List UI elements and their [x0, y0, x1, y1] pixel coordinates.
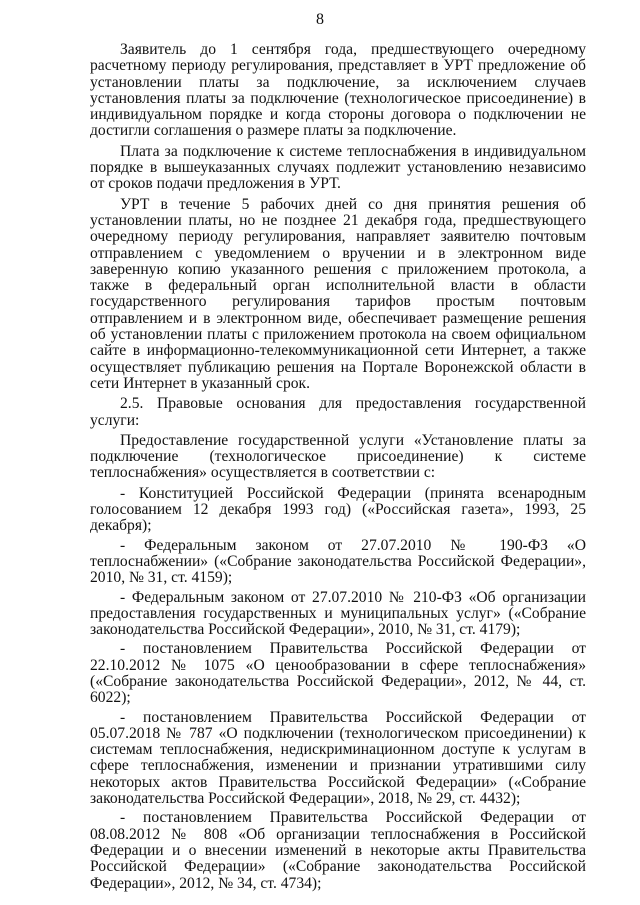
document-body: [90, 42, 586, 895]
paragraph-individual-fee: Плата за подключение к системе теплоснабжения в индивидуальном порядке в вышеуказанных случаях подлежит установлению независимо от сроков подачи предложения в УРТ.: [90, 142, 586, 193]
section-heading-legal-basis: 2.5. Правовые основания для предоставления государственной услуги:: [90, 395, 586, 429]
legal-list-item: - Федеральным законом от 27.07.2010 № 190-ФЗ «О теплоснабжении» («Собрание законодательства Российской Федерации», 2010, № 31, ст. 4159);: [90, 536, 586, 587]
paragraph-legal-basis-intro: Предоставление государственной услуги «Установление платы за подключение (технологическое присоединение) к системе теплоснабжения» осуществляется в соответствии с:: [90, 431, 586, 482]
legal-list-item: - постановлением Правительства Российской Федерации от 05.07.2018 № 787 «О подключении (технологическом присоединении) к системам теплоснабжения, недискриминационном доступе к услугам в сфере теплоснабжения, изменении и признании утратившими силу некоторых актов Правительства Российской Федерации» («Собрание законодательства Российской Федерации», 2018, № 29, ст. 4432);: [90, 708, 586, 808]
paragraph-applicant-deadline: Заявитель до 1 сентября года, предшествующего очередному расчетному периоду регулирования, представляет в УРТ предложение об установлении платы за подключение, за исключением случаев установления платы за подключение (технологическое присоединение) в индивидуальном порядке и когда стороны договора о подключении не достигли соглашения о размере платы за подключение.: [90, 41, 586, 140]
paragraph-decision-dispatch: УРТ в течение 5 рабочих дней со дня принятия решения об установлении платы, но не позднее 21 декабря года, предшествующего очередному периоду регулирования, направляет заявителю почтовым отправлением с уведомлением о вручении и в электронном виде заверенную копию указанного решения с приложением протокола, а также в федеральный орган исполнительной власти в области государственного регулирования тарифов простым почтовым отправлением и в электронном виде, обеспечивает размещение решения об установлении платы с приложением протокола на своем официальном сайте в информационно-телекоммуникационной сети Интернет, а также осуществляет публикацию решения на Портале Воронежской области в сети Интернет в указанный срок.: [90, 195, 586, 392]
page-number: 8: [316, 11, 324, 28]
legal-list-item: - постановлением Правительства Российской Федерации от 22.10.2012 № 1075 «О ценообразовании в сфере теплоснабжения» («Собрание законодательства Российской Федерации», 2012, № 44, ст. 6022);: [90, 640, 586, 707]
legal-list-item: - Конституцией Российской Федерации (принята всенародным голосованием 12 декабря 1993 год) («Российская газета», 1993, 25 декабря);: [90, 484, 586, 535]
legal-list-item: - постановлением Правительства Российской Федерации от 08.08.2012 № 808 «Об организации теплоснабжения в Российской Федерации и о внесении изменений в некоторые акты Правительства Российской Федерации» («Собрание законодательства Российской Федерации», 2012, № 34, ст. 4734);: [90, 809, 586, 892]
legal-list-item: - Федеральным законом от 27.07.2010 № 210-ФЗ «Об организации предоставления государственных и муниципальных услуг» («Собрание законодательства Российской Федерации», 2010, № 31, ст. 4179);: [90, 588, 586, 639]
